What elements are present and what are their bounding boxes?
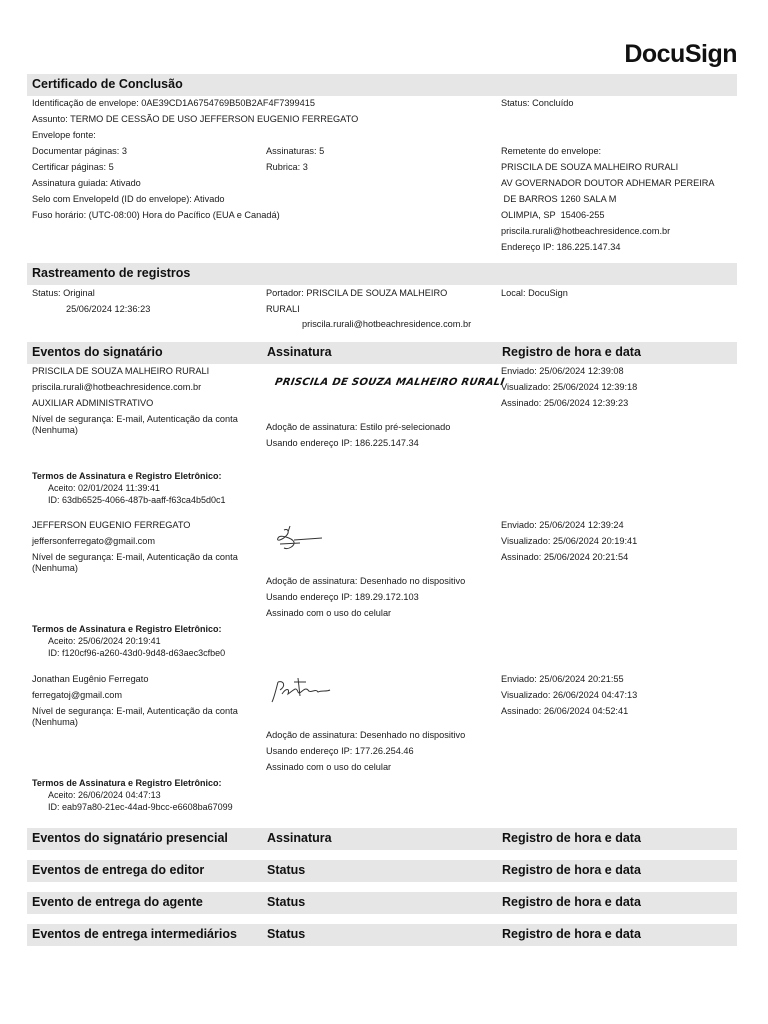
signer-role: AUXILIAR ADMINISTRATIVO bbox=[32, 398, 154, 408]
signed-timestamp: Assinado: 25/06/2024 12:39:23 bbox=[501, 398, 629, 408]
viewed-timestamp: Visualizado: 25/06/2024 20:19:41 bbox=[501, 536, 638, 546]
guided-signature: Assinatura guiada: Ativado bbox=[32, 178, 141, 188]
section-signature-header: Assinatura bbox=[267, 831, 332, 845]
sent-timestamp: Enviado: 25/06/2024 12:39:08 bbox=[501, 366, 624, 376]
section-timestamp-header: Registro de hora e data bbox=[502, 863, 641, 877]
signer-email: ferregatoj@gmail.com bbox=[32, 690, 123, 700]
signer-email: jeffersonferregato@gmail.com bbox=[32, 536, 156, 546]
section-title: Eventos de entrega intermediários bbox=[32, 927, 237, 941]
envelope-status: Status: Concluído bbox=[501, 98, 574, 108]
signature-adoption: Adoção de assinatura: Desenhado no dispositivo bbox=[266, 576, 466, 586]
signature-image: PRISCILA DE SOUZA MALHEIRO RURALI bbox=[274, 377, 506, 388]
terms-accepted: Aceito: 25/06/2024 20:19:41 bbox=[48, 636, 161, 646]
document-pages: Documentar páginas: 3 bbox=[32, 146, 127, 156]
section-title: Evento de entrega do agente bbox=[32, 895, 203, 909]
docusign-logo bbox=[624, 40, 737, 69]
signatures-count: Assinaturas: 5 bbox=[266, 146, 325, 156]
section-status-header: Status bbox=[267, 895, 306, 909]
signer-security: Nível de segurança: E-mail, Autenticação da conta (Nenhuma) bbox=[32, 414, 238, 435]
tracking-date: 25/06/2024 12:36:23 bbox=[66, 304, 151, 314]
signer-1-timestamps bbox=[501, 363, 637, 411]
terms-accepted: Aceito: 02/01/2024 11:39:41 bbox=[48, 483, 160, 493]
tracking-status: Status: Original bbox=[32, 288, 95, 298]
section-status-header: Status bbox=[267, 863, 306, 877]
terms-label: Termos de Assinatura e Registro Eletrônico: bbox=[32, 778, 222, 788]
section-title: Eventos do signatário presencial bbox=[32, 831, 228, 845]
signer-device: Assinado com o uso do celular bbox=[266, 608, 392, 618]
section-timestamp-header: Registro de hora e data bbox=[502, 895, 641, 909]
signer-ip: Usando endereço IP: 189.29.172.103 bbox=[266, 592, 419, 602]
envelope-sender bbox=[501, 143, 715, 255]
signed-timestamp: Assinado: 26/06/2024 04:52:41 bbox=[501, 706, 629, 716]
section-status-header: Status bbox=[267, 927, 306, 941]
tracking-header: Rastreamento de registros bbox=[32, 266, 191, 280]
editor-delivery-events-bar bbox=[27, 860, 737, 882]
signer-device: Assinado com o uso do celular bbox=[266, 762, 392, 772]
signer-3-adoption bbox=[266, 727, 465, 775]
signer-3-info bbox=[32, 671, 148, 703]
signer-2-timestamps bbox=[501, 517, 637, 565]
sender-address-line2: DE BARROS 1260 SALA M bbox=[501, 194, 617, 204]
signer-2-info bbox=[32, 517, 190, 549]
signer-name: JEFFERSON EUGENIO FERREGATO bbox=[32, 520, 191, 530]
signer-events-header: Eventos do signatário bbox=[32, 345, 163, 359]
terms-label: Termos de Assinatura e Registro Eletrônico: bbox=[32, 624, 222, 634]
source-envelope: Envelope fonte: bbox=[32, 130, 96, 140]
terms-label: Termos de Assinatura e Registro Eletrônico: bbox=[32, 471, 222, 481]
logo-text: DocuSign bbox=[624, 40, 737, 68]
signer-email: priscila.rurali@hotbeachresidence.com.br bbox=[32, 382, 202, 392]
signer-1-adoption bbox=[266, 419, 450, 451]
tracking-holder-email: priscila.rurali@hotbeachresidence.com.br bbox=[302, 319, 472, 329]
section-timestamp-header: Registro de hora e data bbox=[502, 927, 641, 941]
signer-security: Nível de segurança: E-mail, Autenticação da conta (Nenhuma) bbox=[32, 706, 238, 727]
signer-events-signature-header: Assinatura bbox=[267, 345, 332, 359]
sender-address-line1: AV GOVERNADOR DOUTOR ADHEMAR PEREIRA bbox=[501, 178, 715, 188]
initials-count: Rubrica: 3 bbox=[266, 162, 308, 172]
signature-adoption: Adoção de assinatura: Desenhado no dispositivo bbox=[266, 730, 466, 740]
tracking-holder-line2: RURALI bbox=[266, 304, 300, 314]
signer-security: Nível de segurança: E-mail, Autenticação da conta (Nenhuma) bbox=[32, 552, 238, 573]
sender-label: Remetente do envelope: bbox=[501, 146, 602, 156]
certificate-header: Certificado de Conclusão bbox=[32, 77, 183, 91]
envelope-id: Identificação de envelope: 0AE39CD1A6754769B50B2AF4F7399415 bbox=[32, 98, 315, 108]
in-person-signer-events-bar bbox=[27, 828, 737, 850]
viewed-timestamp: Visualizado: 25/06/2024 12:39:18 bbox=[501, 382, 638, 392]
signer-1-info bbox=[32, 363, 209, 411]
signer-name: Jonathan Eugênio Ferregato bbox=[32, 674, 149, 684]
agent-delivery-events-bar bbox=[27, 892, 737, 914]
tracking-holder-line1: Portador: PRISCILA DE SOUZA MALHEIRO bbox=[266, 288, 448, 298]
certificate-counts bbox=[266, 143, 324, 175]
viewed-timestamp: Visualizado: 26/06/2024 04:47:13 bbox=[501, 690, 638, 700]
terms-accepted: Aceito: 26/06/2024 04:47:13 bbox=[48, 790, 161, 800]
signer-ip: Usando endereço IP: 177.26.254.46 bbox=[266, 746, 414, 756]
section-timestamp-header: Registro de hora e data bbox=[502, 831, 641, 845]
tracking-header-bar bbox=[27, 263, 737, 285]
signer-name: PRISCILA DE SOUZA MALHEIRO RURALI bbox=[32, 366, 210, 376]
intermediary-delivery-events-bar bbox=[27, 924, 737, 946]
signer-events-header-bar bbox=[27, 342, 737, 364]
sent-timestamp: Enviado: 25/06/2024 12:39:24 bbox=[501, 520, 624, 530]
timezone: Fuso horário: (UTC-08:00) Hora do Pacífico (EUA e Canadá) bbox=[32, 210, 280, 220]
section-title: Eventos de entrega do editor bbox=[32, 863, 205, 877]
terms-id: ID: 63db6525-4066-487b-aaff-f63ca4b5d0c1 bbox=[48, 495, 226, 505]
sender-name: PRISCILA DE SOUZA MALHEIRO RURALI bbox=[501, 162, 679, 172]
signer-ip: Usando endereço IP: 186.225.147.34 bbox=[266, 438, 419, 448]
terms-id: ID: eab97a80-21ec-44ad-9bcc-e6608ba67099 bbox=[48, 802, 233, 812]
signer-2-adoption bbox=[266, 573, 465, 621]
signature-adoption: Adoção de assinatura: Estilo pré-selecionado bbox=[266, 422, 451, 432]
certificate-header-bar bbox=[27, 74, 737, 96]
signature-image bbox=[270, 524, 330, 556]
signed-timestamp: Assinado: 25/06/2024 20:21:54 bbox=[501, 552, 629, 562]
signer-events-timestamp-header: Registro de hora e data bbox=[502, 345, 641, 359]
certificate-pages: Certificar páginas: 5 bbox=[32, 162, 114, 172]
tracking-location: Local: DocuSign bbox=[501, 288, 568, 298]
signature-image bbox=[268, 676, 350, 706]
sent-timestamp: Enviado: 25/06/2024 20:21:55 bbox=[501, 674, 624, 684]
terms-id: ID: f120cf96-a260-43d0-9d48-d63aec3cfbe0 bbox=[48, 648, 226, 658]
sender-city: OLIMPIA, SP 15406-255 bbox=[501, 210, 605, 220]
subject: Assunto: TERMO DE CESSÃO DE USO JEFFERSON EUGENIO FERREGATO bbox=[32, 114, 359, 124]
sender-email: priscila.rurali@hotbeachresidence.com.br bbox=[501, 226, 671, 236]
sender-ip: Endereço IP: 186.225.147.34 bbox=[501, 242, 621, 252]
envelope-id-stamp: Selo com EnvelopeId (ID do envelope): Ativado bbox=[32, 194, 225, 204]
signer-3-timestamps bbox=[501, 671, 637, 719]
